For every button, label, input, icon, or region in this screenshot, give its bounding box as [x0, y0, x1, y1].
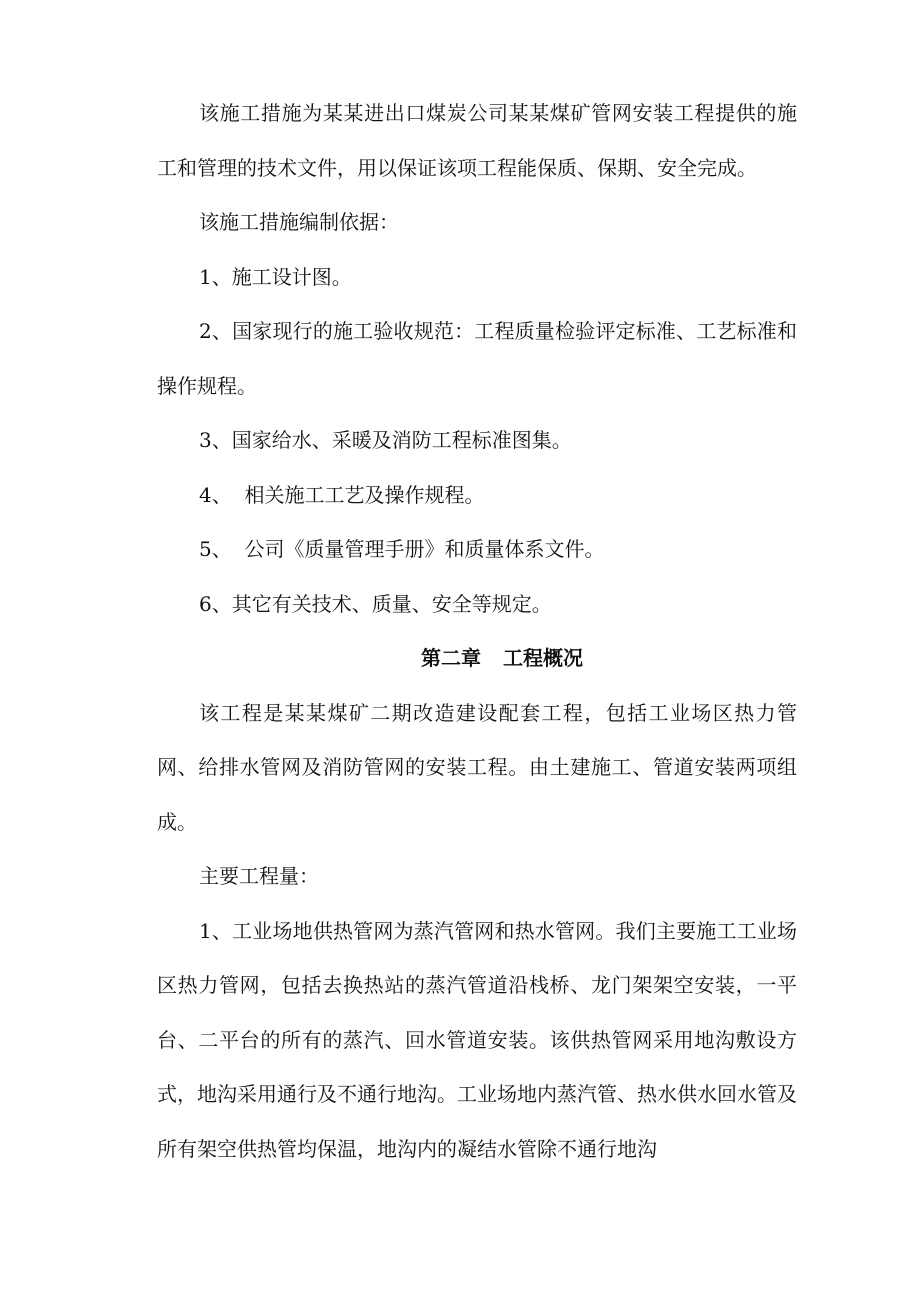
paragraph-basis-item-6: 6、其它有关技术、质量、安全等规定。: [199, 591, 552, 616]
paragraph-basis-item-2: 2、国家现行的施工验收规范：工程质量检验评定标准、工艺标准和操作规程。: [157, 319, 797, 398]
paragraph-basis-item-4: 4、 相关施工工艺及操作规程。: [199, 482, 485, 507]
chapter-title: 工程概况: [503, 646, 583, 670]
paragraph-basis-item-5: 5、 公司《质量管理手册》和质量体系文件。: [199, 537, 605, 561]
paragraph-basis-item-3: 3、国家给水、采暖及消防工程标准图集。: [199, 428, 572, 452]
chapter-number: 第二章: [421, 646, 481, 670]
paragraph-quantities-item-1: 1、工业场地供热管网为蒸汽管网和热水管网。我们主要施工工业场区热力管网，包括去换热站的蒸汽管道沿栈桥、龙门架架空安装，一平台、二平台的所有的蒸汽、回水管道安装。该供热管网采用地沟敷设方式，地沟采用通行及不通行地沟。工业场地内蒸汽管、热水供水回水管及所有架空供热管均保温，地沟内的凝结水管除不通行地沟: [157, 918, 797, 1161]
paragraph-basis-heading: 该施工措施编制依据：: [199, 210, 399, 234]
paragraph-basis-item-1: 1、施工设计图。: [199, 264, 352, 289]
paragraph-intro: 该施工措施为某某进出口煤炭公司某某煤矿管网安装工程提供的施工和管理的技术文件，用以保证该项工程能保质、保期、安全完成。: [157, 101, 797, 180]
paragraph-overview: 该工程是某某煤矿二期改造建设配套工程，包括工业场区热力管网、给排水管网及消防管网的安装工程。由土建施工、管道安装两项组成。: [157, 700, 797, 834]
paragraph-quantities-heading: 主要工程量：: [199, 864, 319, 888]
document-body: [157, 86, 797, 1176]
chapter-heading: [157, 631, 797, 686]
